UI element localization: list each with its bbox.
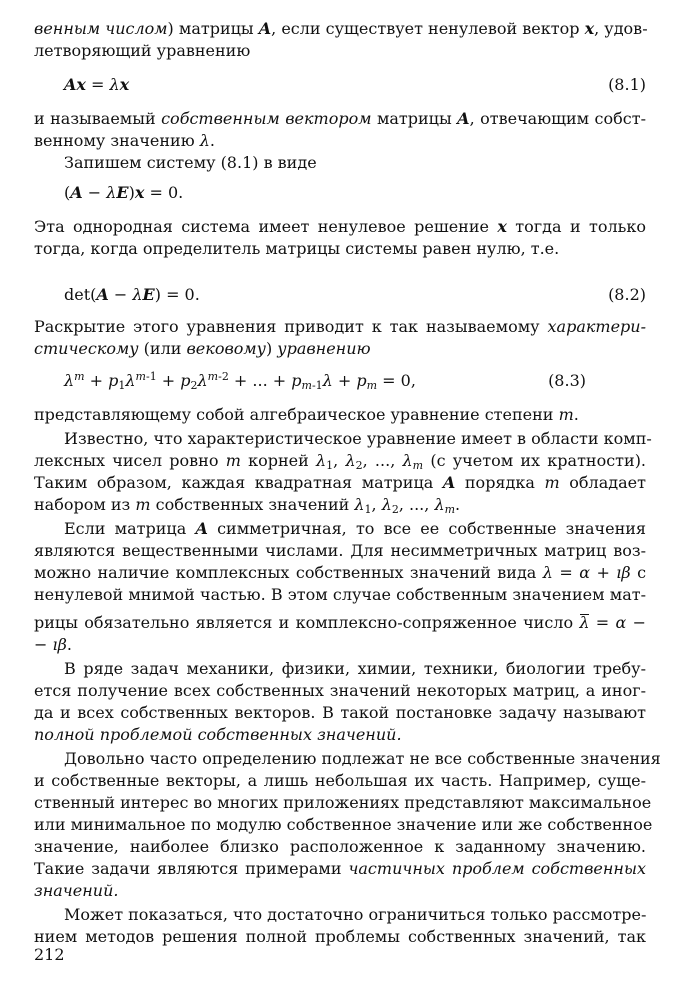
term-eigen-number: венным числом <box>34 19 168 38</box>
text-line-6: Эта однородная система имеет ненулевое решение x тогда и только <box>34 217 646 236</box>
text-line-9: стическому (или вековому) уравнению <box>34 339 371 358</box>
text-line-21: В ряде задач механики, физики, химии, техники, биологии требу- <box>64 659 646 678</box>
text-line-33: нием методов решения полной проблемы собственных значений, так <box>34 927 646 946</box>
text-line-7: тогда, когда определитель матрицы системы равен нулю, т.е. <box>34 239 560 258</box>
text-line-27: ственный интерес во многих приложениях представляют максимальное <box>34 793 652 812</box>
text-line-12: лексных чисел ровно m корней $\lambda_1$, $\lambda_2$, ..., $\lambda_m$ (с учетом их кратности). <box>34 451 647 472</box>
text-line-30: Такие задачи являются примерами частичных проблем собственных <box>34 859 646 878</box>
text-line-16: являются вещественными числами. Для несимметричных матриц воз- <box>34 541 646 560</box>
text-line-28: или минимальное по модулю собственное значение или же собственное <box>34 815 653 834</box>
equation-number-8-2: (8.2) <box>608 285 646 304</box>
equation-8-3: $\lambda^m + p_1\lambda^{m-1} + p_2\lambda^{m-2}$ + ... + $p_{m-1}\lambda + p_m = 0$, (8.3) <box>64 370 586 392</box>
text-line-5: Запишем систему (8.1) в виде <box>64 153 317 172</box>
text-line-32: Может показаться, что достаточно ограничиться только рассмотре- <box>64 905 647 924</box>
text-line-2: летворяющий уравнению <box>34 41 251 60</box>
text-line-26: и собственные векторы, а лишь небольшая их часть. Например, суще- <box>34 771 646 790</box>
text-line-10: представляющему собой алгебраическое уравнение степени m. <box>34 405 579 424</box>
text-line-22: ется получение всех собственных значений некоторых матриц, а иног- <box>34 681 646 700</box>
page-number: 212 <box>34 945 65 964</box>
text-line-11: Известно, что характеристическое уравнение имеет в области комп- <box>64 429 652 448</box>
text-line-8: Раскрытие этого уравнения приводит к так называемому характери- <box>34 317 647 336</box>
text-line-25: Довольно часто определению подлежат не все собственные значения <box>64 749 661 768</box>
text-line-31: значений. <box>34 881 119 900</box>
text-line-1: венным числом) матрицы A, если существует ненулевой вектор x, удов- <box>34 19 648 38</box>
equation-unnumbered: (A − λE)x = 0. <box>64 183 184 202</box>
text-line-4: венному значению λ. <box>34 131 215 150</box>
text-line-15: Если матрица A симметричная, то все ее собственные значения <box>64 519 647 538</box>
text-line-3: и называемый собственным вектором матрицы A, отвечающим собст- <box>34 109 646 128</box>
equation-number-8-1: (8.1) <box>608 75 646 94</box>
text-line-19: рицы обязательно является и комплексно-сопряженное число λ = α − <box>34 613 646 632</box>
equation-8-1: Ax = λx (8.1) <box>64 75 646 94</box>
text-line-20: − ıβ. <box>34 635 72 654</box>
text-line-24: полной проблемой собственных значений. <box>34 725 402 744</box>
text-line-13: Таким образом, каждая квадратная матрица A порядка m обладает <box>34 473 646 492</box>
text-line-17: можно наличие комплексных собственных значений вида λ = α + ıβ с <box>34 563 647 582</box>
text-line-29: значение, наиболее близко расположенное к заданному значению. <box>34 837 646 856</box>
text-line-18: ненулевой мнимой частью. В этом случае собственным значением мат- <box>34 585 646 604</box>
equation-8-2: det(A − λE) = 0. (8.2) <box>64 285 646 304</box>
equation-number-8-3: (8.3) <box>548 371 586 390</box>
text-line-14: набором из m собственных значений $\lambda_1$, $\lambda_2$, ..., $\lambda_m$. <box>34 495 461 516</box>
text-line-23: да и всех собственных векторов. В такой постановке задачу называют <box>34 703 646 722</box>
term-eigen-vector: собственным вектором <box>161 109 372 128</box>
